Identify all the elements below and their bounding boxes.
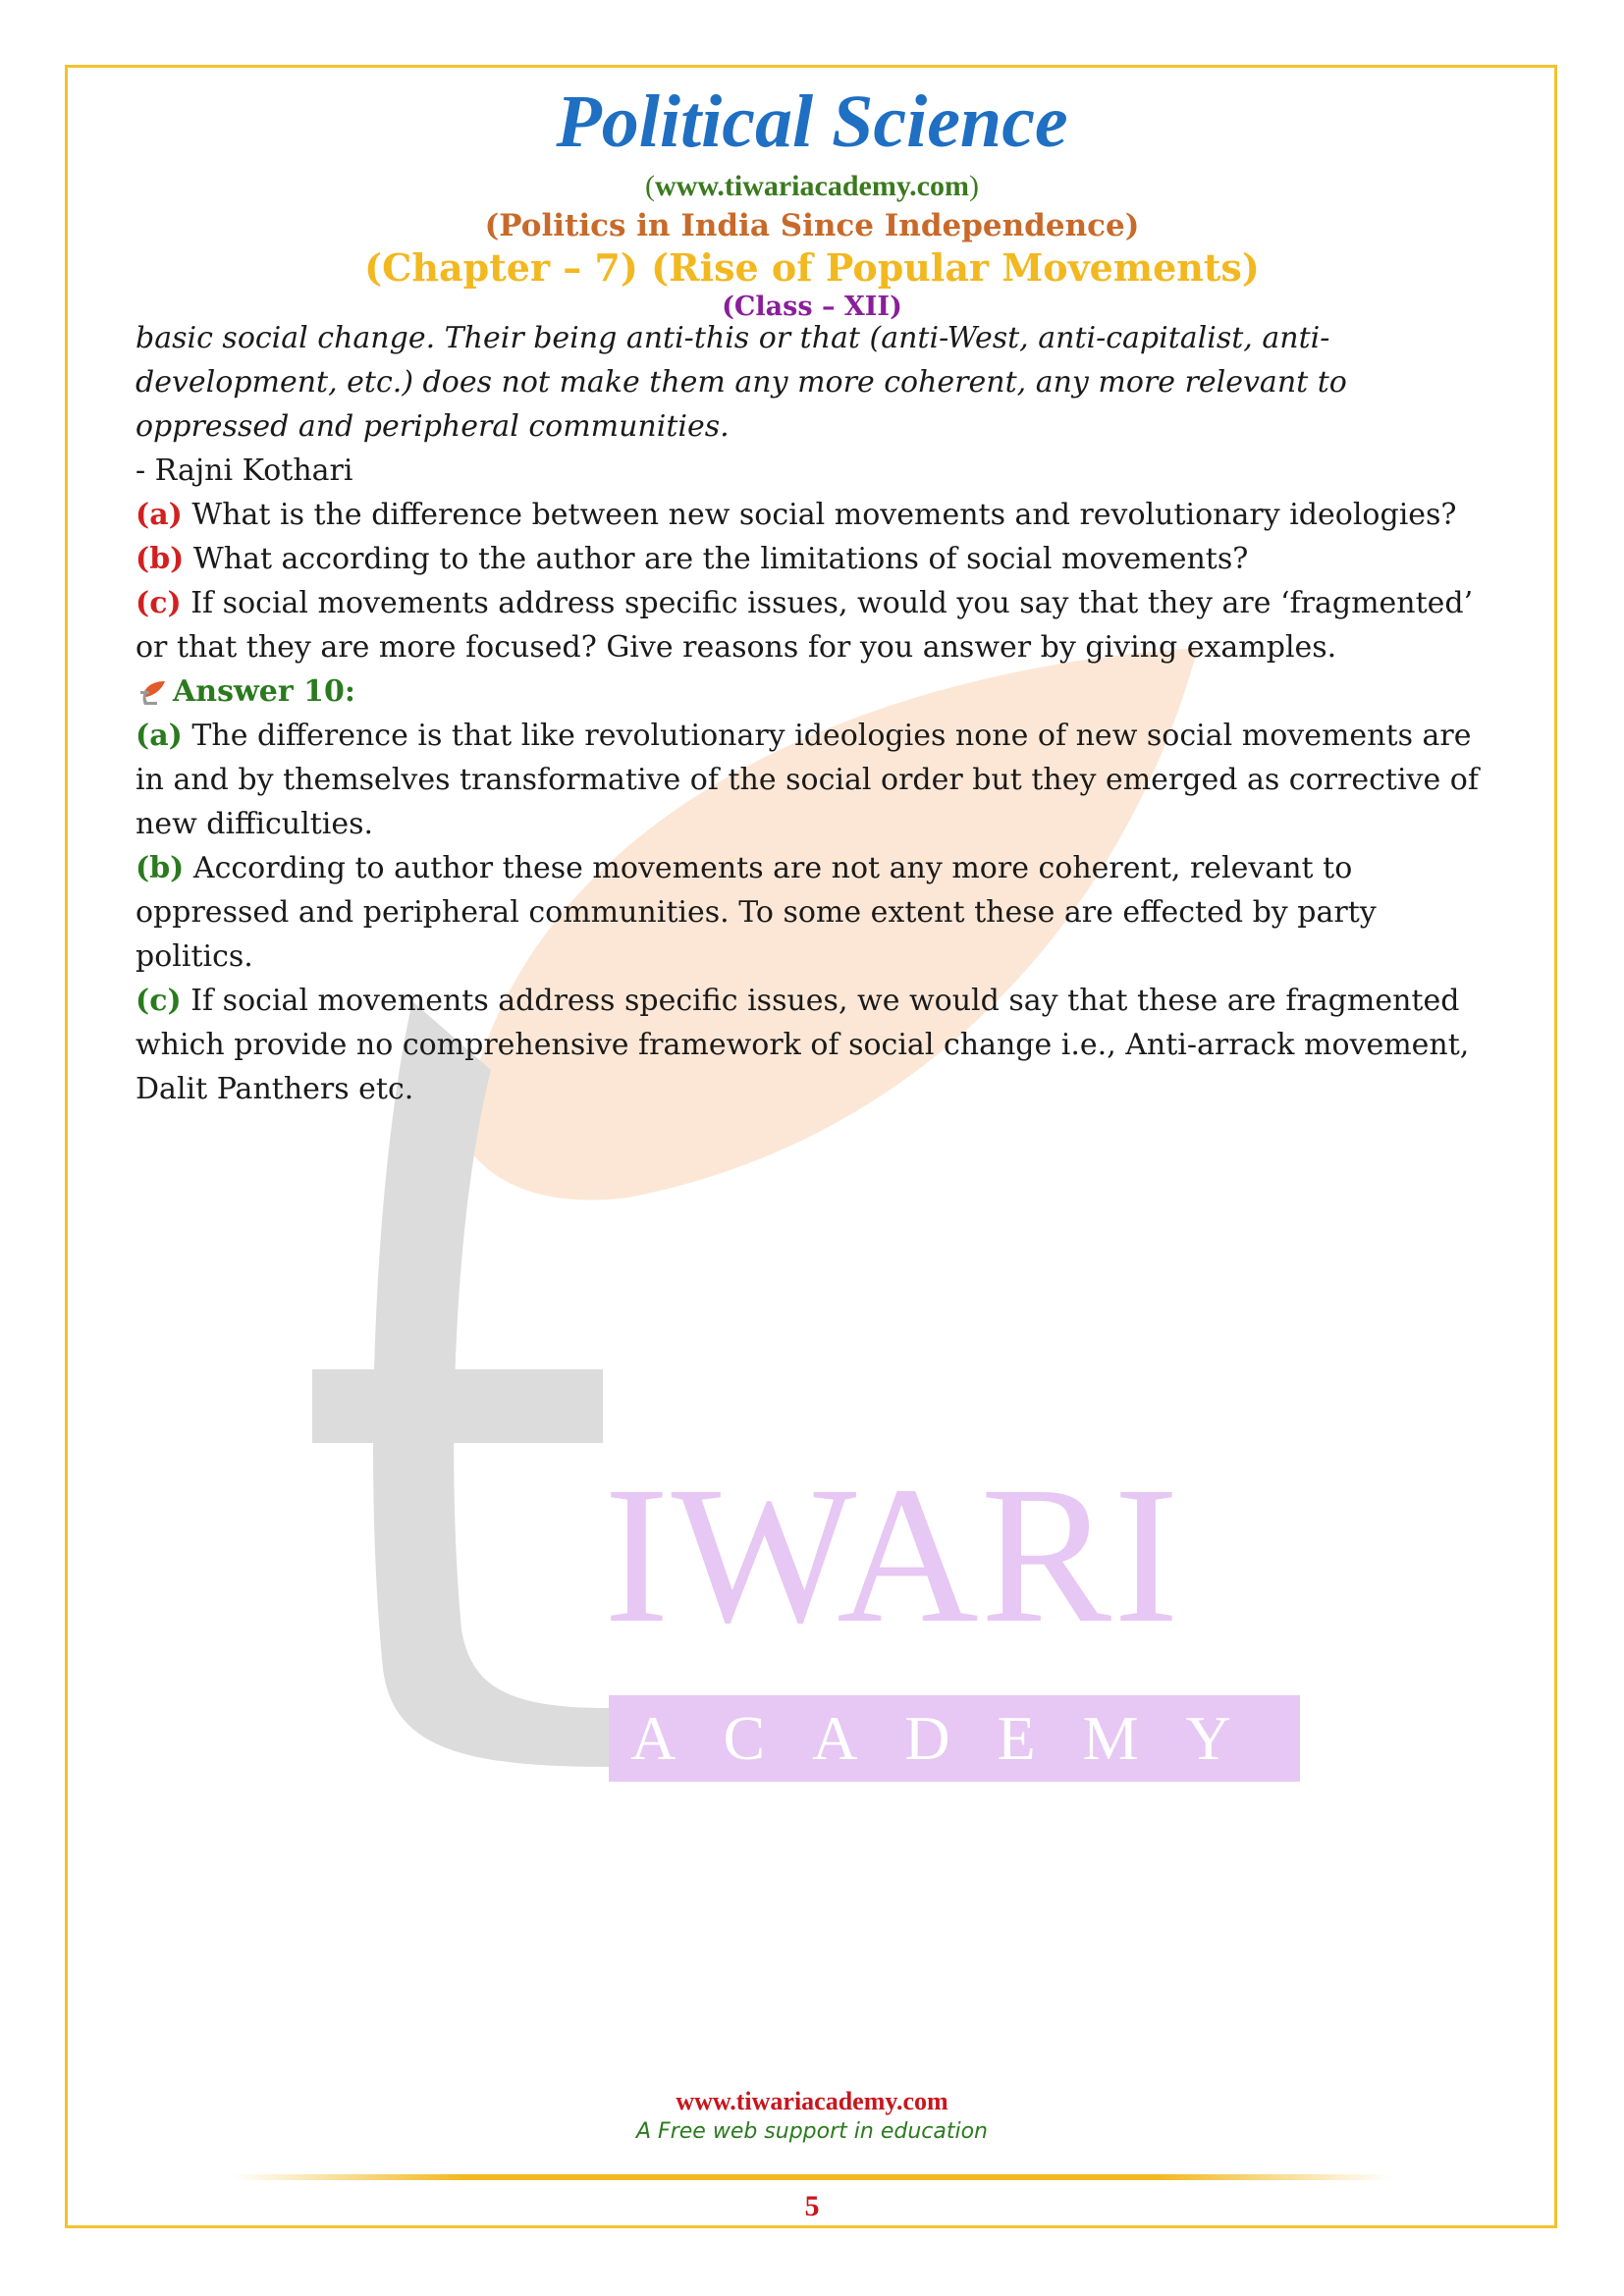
- answer-text: If social movements address specific issues, we would say that these are fragmented which provide no comprehensive framework of social change i.e., Anti-arrack movement, Dalit Panthers etc.: [135, 984, 1470, 1106]
- question-text: What according to the author are the limitations of social movements?: [184, 542, 1249, 576]
- watermark-text-academy: ACADEMY: [609, 1695, 1300, 1782]
- answer-item-b: [135, 846, 1500, 979]
- question-text: What is the difference between new social movements and revolutionary ideologies?: [182, 498, 1457, 532]
- page-header: [69, 77, 1555, 324]
- header-site-line: [69, 167, 1555, 206]
- footer-divider: [232, 2174, 1390, 2180]
- watermark-text-iwari: IWARI: [604, 1447, 1181, 1664]
- question-item-b: [135, 537, 1500, 581]
- answer-label: (b): [135, 851, 185, 885]
- footer-site-link[interactable]: www.tiwariacademy.com: [676, 2087, 948, 2115]
- question-text: If social movements address specific issues, would you say that they are ‘fragmented’ or that they are more focused? Give reasons for you answer by giving examples.: [135, 586, 1474, 665]
- tiwari-logo-icon: [135, 675, 169, 709]
- answer-label: (a): [135, 719, 183, 753]
- class-label: (Class – XII): [722, 292, 902, 322]
- question-label: (a): [135, 498, 183, 532]
- footer-tagline: A Free web support in education: [636, 2119, 988, 2144]
- site-close-paren: ): [968, 170, 979, 202]
- page-footer: [69, 2086, 1555, 2147]
- book-subtitle: (Politics in India Since Independence): [484, 208, 1140, 243]
- answer-label: (c): [135, 984, 182, 1018]
- answer-heading-text: Answer 10:: [173, 674, 355, 709]
- question-label: (b): [135, 542, 185, 576]
- site-open-paren: (: [645, 170, 656, 202]
- quote-author: - Rajni Kothari: [135, 454, 353, 488]
- page-content: [135, 316, 1500, 1111]
- answer-item-c: [135, 979, 1500, 1111]
- answer-item-a: [135, 714, 1500, 846]
- answer-text: The difference is that like revolutionary ideologies none of new social movements are in and by themselves transformative of the social order but they emerged as corrective of new difficulties.: [135, 719, 1479, 841]
- header-site-link[interactable]: www.tiwariacademy.com: [655, 170, 969, 202]
- page-title: Political Science: [556, 80, 1068, 163]
- answer-heading: [135, 669, 1500, 714]
- question-label: (c): [135, 586, 182, 620]
- answer-text: According to author these movements are not any more coherent, relevant to oppressed and peripheral communities. To some extent these are effected by party politics.: [135, 851, 1377, 974]
- chapter-heading: (Chapter – 7) (Rise of Popular Movements): [364, 245, 1260, 290]
- question-item-c: [135, 581, 1500, 669]
- quote-text: basic social change. Their being anti-this or that (anti-West, anti-capitalist, anti-development, etc.) does not make them any more coherent, any more relevant to oppressed and peripheral communities.: [135, 321, 1347, 444]
- page-number: 5: [804, 2190, 820, 2222]
- question-item-a: [135, 493, 1500, 537]
